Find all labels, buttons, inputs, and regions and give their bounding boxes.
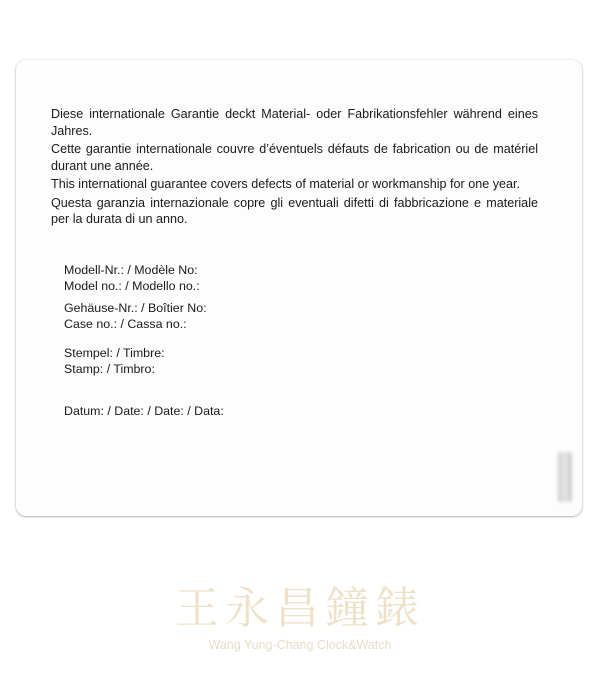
- date-label: Datum: / Date: / Date: / Data:: [64, 404, 224, 418]
- blurred-serial-sticker: [558, 452, 572, 502]
- case-number-label-en: Case no.: / Cassa no.:: [64, 317, 187, 331]
- shop-watermark: [0, 584, 600, 652]
- model-number-label-en: Model no.: / Modello no.:: [64, 279, 200, 293]
- warranty-fields: [64, 262, 224, 419]
- case-number-label: Gehäuse-Nr.: / Boîtier No:: [64, 301, 207, 315]
- guarantee-text-french: Cette garantie internationale couvre d’éventuels défauts de fabrication ou de matériel durant une année.: [51, 142, 538, 173]
- guarantee-text-english: This international guarantee covers defects of material or workmanship for one year.: [51, 177, 521, 191]
- guarantee-text: [51, 106, 538, 230]
- stamp-label: Stempel: / Timbre:: [64, 346, 165, 360]
- guarantee-text-german: Diese internationale Garantie deckt Material- oder Fabrikationsfehler während eines Jahres.: [51, 107, 538, 138]
- model-number-label: Modell-Nr.: / Modèle No:: [64, 263, 198, 277]
- watermark-chinese-text: 王永昌鐘錶: [175, 583, 425, 634]
- guarantee-text-italian: Questa garanzia internazionale copre gli eventuali difetti di fabbricazione e materiale per la durata di un anno.: [51, 195, 538, 226]
- watermark-english-text: Wang Yung-Chang Clock&Watch: [208, 638, 392, 652]
- stamp-label-en: Stamp: / Timbro:: [64, 362, 155, 376]
